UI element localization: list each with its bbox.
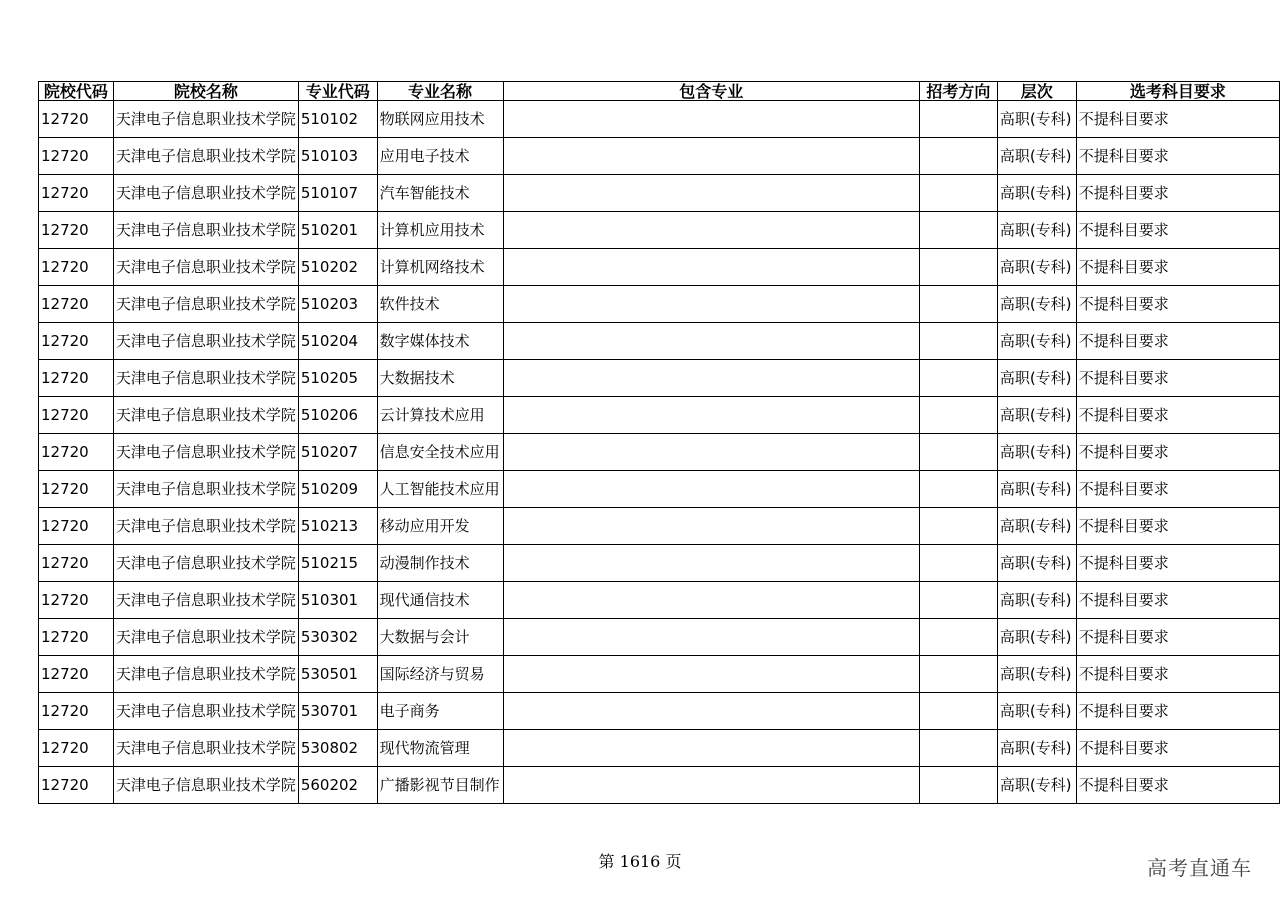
- school-name-cell: 天津电子信息职业技术学院: [113, 730, 298, 767]
- table-row: [39, 175, 1280, 212]
- major-code-cell: 510209: [298, 471, 377, 508]
- header-major-name: 专业名称: [377, 82, 503, 101]
- level-cell: 高职(专科): [997, 212, 1076, 249]
- included-majors-cell: [503, 693, 920, 730]
- header-school-code: 院校代码: [39, 82, 114, 101]
- level-cell: 高职(专科): [997, 767, 1076, 804]
- school-code-cell: 12720: [39, 138, 114, 175]
- major-name-cell: 人工智能技术应用: [377, 471, 503, 508]
- major-code-cell: 510107: [298, 175, 377, 212]
- subject-requirement-cell: 不提科目要求: [1076, 582, 1279, 619]
- major-code-cell: 510202: [298, 249, 377, 286]
- exam-direction-cell: [920, 101, 998, 138]
- school-code-cell: 12720: [39, 360, 114, 397]
- major-code-cell: 510102: [298, 101, 377, 138]
- level-cell: 高职(专科): [997, 656, 1076, 693]
- school-name-cell: 天津电子信息职业技术学院: [113, 212, 298, 249]
- school-name-cell: 天津电子信息职业技术学院: [113, 471, 298, 508]
- school-code-cell: 12720: [39, 249, 114, 286]
- major-code-cell: 510201: [298, 212, 377, 249]
- major-name-cell: 应用电子技术: [377, 138, 503, 175]
- included-majors-cell: [503, 212, 920, 249]
- major-name-cell: 物联网应用技术: [377, 101, 503, 138]
- table-row: [39, 730, 1280, 767]
- major-code-cell: 510213: [298, 508, 377, 545]
- subject-requirement-cell: 不提科目要求: [1076, 360, 1279, 397]
- school-code-cell: 12720: [39, 286, 114, 323]
- level-cell: 高职(专科): [997, 471, 1076, 508]
- subject-requirement-cell: 不提科目要求: [1076, 286, 1279, 323]
- table-row: [39, 434, 1280, 471]
- header-subject-requirement: 选考科目要求: [1076, 82, 1279, 101]
- school-code-cell: 12720: [39, 212, 114, 249]
- major-code-cell: 510206: [298, 397, 377, 434]
- table-row: [39, 767, 1280, 804]
- school-name-cell: 天津电子信息职业技术学院: [113, 360, 298, 397]
- level-cell: 高职(专科): [997, 101, 1076, 138]
- included-majors-cell: [503, 767, 920, 804]
- school-code-cell: 12720: [39, 582, 114, 619]
- subject-requirement-cell: 不提科目要求: [1076, 619, 1279, 656]
- school-code-cell: 12720: [39, 730, 114, 767]
- level-cell: 高职(专科): [997, 360, 1076, 397]
- exam-direction-cell: [920, 397, 998, 434]
- header-exam-direction: 招考方向: [920, 82, 998, 101]
- school-name-cell: 天津电子信息职业技术学院: [113, 397, 298, 434]
- level-cell: 高职(专科): [997, 619, 1076, 656]
- exam-direction-cell: [920, 175, 998, 212]
- included-majors-cell: [503, 323, 920, 360]
- included-majors-cell: [503, 545, 920, 582]
- level-cell: 高职(专科): [997, 249, 1076, 286]
- major-name-cell: 动漫制作技术: [377, 545, 503, 582]
- subject-requirement-cell: 不提科目要求: [1076, 397, 1279, 434]
- major-code-cell: 530302: [298, 619, 377, 656]
- subject-requirement-cell: 不提科目要求: [1076, 508, 1279, 545]
- exam-direction-cell: [920, 249, 998, 286]
- exam-direction-cell: [920, 360, 998, 397]
- school-name-cell: 天津电子信息职业技术学院: [113, 249, 298, 286]
- level-cell: 高职(专科): [997, 434, 1076, 471]
- level-cell: 高职(专科): [997, 397, 1076, 434]
- major-name-cell: 计算机应用技术: [377, 212, 503, 249]
- school-name-cell: 天津电子信息职业技术学院: [113, 508, 298, 545]
- included-majors-cell: [503, 397, 920, 434]
- school-name-cell: 天津电子信息职业技术学院: [113, 619, 298, 656]
- school-name-cell: 天津电子信息职业技术学院: [113, 767, 298, 804]
- table-body: [39, 101, 1280, 804]
- table-row: [39, 249, 1280, 286]
- major-code-cell: 510205: [298, 360, 377, 397]
- subject-requirement-cell: 不提科目要求: [1076, 212, 1279, 249]
- level-cell: 高职(专科): [997, 508, 1076, 545]
- table-row: [39, 545, 1280, 582]
- school-code-cell: 12720: [39, 508, 114, 545]
- school-code-cell: 12720: [39, 323, 114, 360]
- table-row: [39, 582, 1280, 619]
- major-name-cell: 云计算技术应用: [377, 397, 503, 434]
- school-code-cell: 12720: [39, 656, 114, 693]
- table-row: [39, 656, 1280, 693]
- level-cell: 高职(专科): [997, 323, 1076, 360]
- exam-direction-cell: [920, 582, 998, 619]
- school-name-cell: 天津电子信息职业技术学院: [113, 656, 298, 693]
- major-code-cell: 530701: [298, 693, 377, 730]
- major-name-cell: 软件技术: [377, 286, 503, 323]
- subject-requirement-cell: 不提科目要求: [1076, 175, 1279, 212]
- major-name-cell: 现代物流管理: [377, 730, 503, 767]
- school-name-cell: 天津电子信息职业技术学院: [113, 434, 298, 471]
- exam-direction-cell: [920, 138, 998, 175]
- major-code-cell: 530501: [298, 656, 377, 693]
- level-cell: 高职(专科): [997, 545, 1076, 582]
- major-code-cell: 510215: [298, 545, 377, 582]
- included-majors-cell: [503, 175, 920, 212]
- subject-requirement-cell: 不提科目要求: [1076, 656, 1279, 693]
- major-name-cell: 数字媒体技术: [377, 323, 503, 360]
- enrollment-table: [38, 81, 1280, 804]
- school-code-cell: 12720: [39, 619, 114, 656]
- exam-direction-cell: [920, 471, 998, 508]
- subject-requirement-cell: 不提科目要求: [1076, 693, 1279, 730]
- school-name-cell: 天津电子信息职业技术学院: [113, 138, 298, 175]
- school-code-cell: 12720: [39, 693, 114, 730]
- school-code-cell: 12720: [39, 471, 114, 508]
- major-code-cell: 560202: [298, 767, 377, 804]
- subject-requirement-cell: 不提科目要求: [1076, 434, 1279, 471]
- table-row: [39, 286, 1280, 323]
- subject-requirement-cell: 不提科目要求: [1076, 730, 1279, 767]
- exam-direction-cell: [920, 212, 998, 249]
- major-code-cell: 510203: [298, 286, 377, 323]
- school-name-cell: 天津电子信息职业技术学院: [113, 323, 298, 360]
- major-code-cell: 510204: [298, 323, 377, 360]
- subject-requirement-cell: 不提科目要求: [1076, 249, 1279, 286]
- table-row: [39, 323, 1280, 360]
- school-code-cell: 12720: [39, 767, 114, 804]
- level-cell: 高职(专科): [997, 693, 1076, 730]
- major-name-cell: 计算机网络技术: [377, 249, 503, 286]
- exam-direction-cell: [920, 545, 998, 582]
- major-name-cell: 国际经济与贸易: [377, 656, 503, 693]
- table-row: [39, 508, 1280, 545]
- major-code-cell: 510301: [298, 582, 377, 619]
- included-majors-cell: [503, 101, 920, 138]
- level-cell: 高职(专科): [997, 175, 1076, 212]
- school-code-cell: 12720: [39, 545, 114, 582]
- school-code-cell: 12720: [39, 434, 114, 471]
- included-majors-cell: [503, 138, 920, 175]
- major-name-cell: 汽车智能技术: [377, 175, 503, 212]
- table-row: [39, 360, 1280, 397]
- subject-requirement-cell: 不提科目要求: [1076, 471, 1279, 508]
- exam-direction-cell: [920, 656, 998, 693]
- exam-direction-cell: [920, 286, 998, 323]
- included-majors-cell: [503, 471, 920, 508]
- included-majors-cell: [503, 730, 920, 767]
- subject-requirement-cell: 不提科目要求: [1076, 767, 1279, 804]
- level-cell: 高职(专科): [997, 730, 1076, 767]
- major-code-cell: 510103: [298, 138, 377, 175]
- subject-requirement-cell: 不提科目要求: [1076, 101, 1279, 138]
- exam-direction-cell: [920, 693, 998, 730]
- level-cell: 高职(专科): [997, 286, 1076, 323]
- school-name-cell: 天津电子信息职业技术学院: [113, 286, 298, 323]
- included-majors-cell: [503, 508, 920, 545]
- table-row: [39, 471, 1280, 508]
- school-name-cell: 天津电子信息职业技术学院: [113, 582, 298, 619]
- subject-requirement-cell: 不提科目要求: [1076, 138, 1279, 175]
- major-name-cell: 大数据与会计: [377, 619, 503, 656]
- exam-direction-cell: [920, 508, 998, 545]
- watermark: 高考直通车: [1147, 856, 1252, 880]
- exam-direction-cell: [920, 730, 998, 767]
- major-code-cell: 530802: [298, 730, 377, 767]
- header-school-name: 院校名称: [113, 82, 298, 101]
- subject-requirement-cell: 不提科目要求: [1076, 323, 1279, 360]
- exam-direction-cell: [920, 434, 998, 471]
- school-code-cell: 12720: [39, 175, 114, 212]
- major-name-cell: 大数据技术: [377, 360, 503, 397]
- exam-direction-cell: [920, 619, 998, 656]
- exam-direction-cell: [920, 767, 998, 804]
- exam-direction-cell: [920, 323, 998, 360]
- included-majors-cell: [503, 619, 920, 656]
- header-major-code: 专业代码: [298, 82, 377, 101]
- table-row: [39, 397, 1280, 434]
- major-code-cell: 510207: [298, 434, 377, 471]
- table-row: [39, 138, 1280, 175]
- level-cell: 高职(专科): [997, 138, 1076, 175]
- subject-requirement-cell: 不提科目要求: [1076, 545, 1279, 582]
- included-majors-cell: [503, 249, 920, 286]
- school-name-cell: 天津电子信息职业技术学院: [113, 175, 298, 212]
- school-code-cell: 12720: [39, 101, 114, 138]
- major-name-cell: 移动应用开发: [377, 508, 503, 545]
- school-name-cell: 天津电子信息职业技术学院: [113, 101, 298, 138]
- major-name-cell: 信息安全技术应用: [377, 434, 503, 471]
- school-code-cell: 12720: [39, 397, 114, 434]
- included-majors-cell: [503, 582, 920, 619]
- level-cell: 高职(专科): [997, 582, 1076, 619]
- included-majors-cell: [503, 360, 920, 397]
- header-level: 层次: [997, 82, 1076, 101]
- included-majors-cell: [503, 656, 920, 693]
- included-majors-cell: [503, 286, 920, 323]
- school-name-cell: 天津电子信息职业技术学院: [113, 545, 298, 582]
- major-name-cell: 电子商务: [377, 693, 503, 730]
- table-row: [39, 619, 1280, 656]
- major-name-cell: 广播影视节目制作: [377, 767, 503, 804]
- school-name-cell: 天津电子信息职业技术学院: [113, 693, 298, 730]
- header-included-majors: 包含专业: [503, 82, 920, 101]
- table-row: [39, 101, 1280, 138]
- table-header-row: [39, 82, 1280, 101]
- table-row: [39, 693, 1280, 730]
- included-majors-cell: [503, 434, 920, 471]
- major-name-cell: 现代通信技术: [377, 582, 503, 619]
- table-row: [39, 212, 1280, 249]
- page-number: 第 1616 页: [598, 852, 682, 871]
